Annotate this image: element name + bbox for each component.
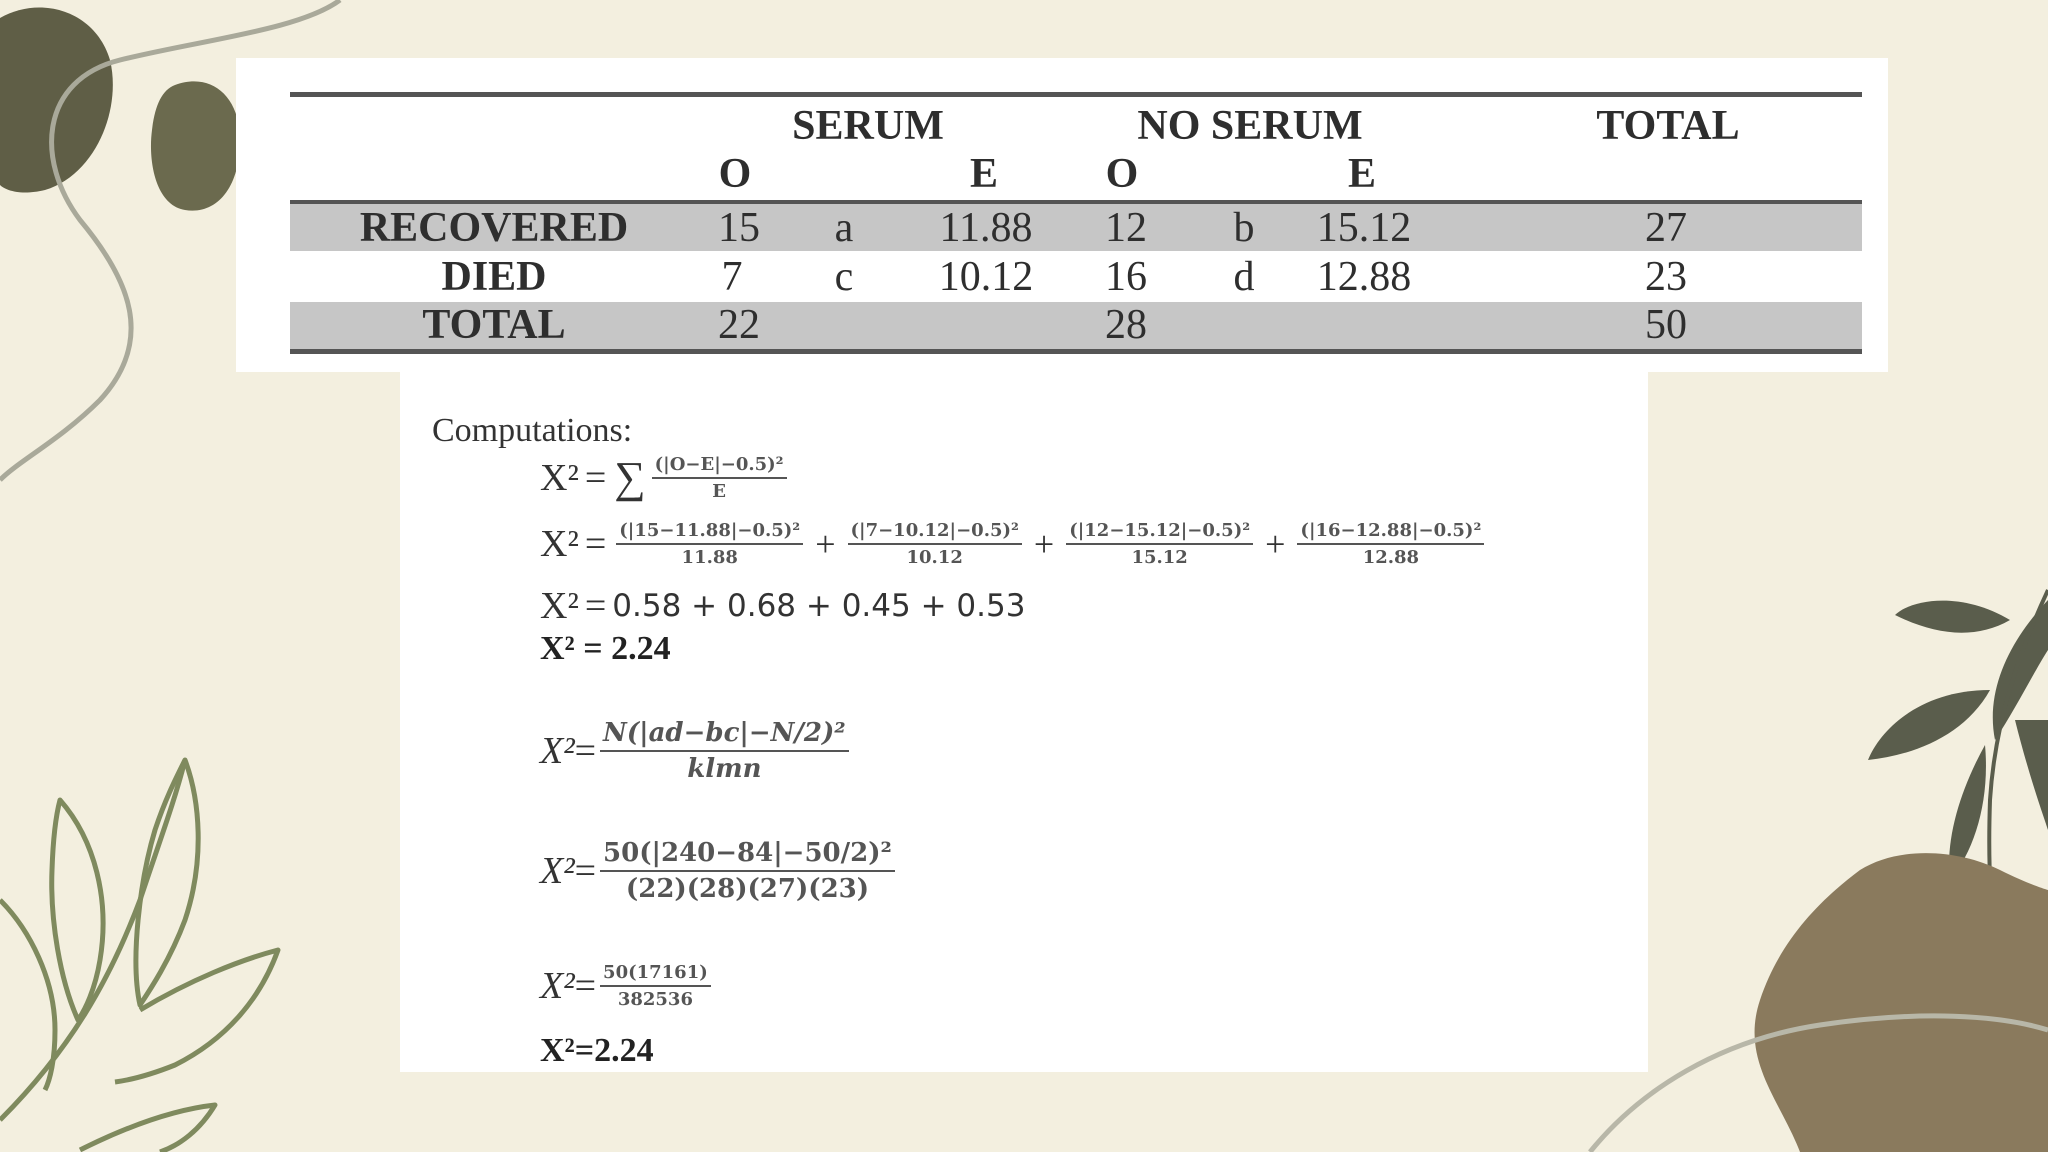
x2-symbol: X² <box>540 730 575 772</box>
formula-yates-general <box>540 452 791 503</box>
header-noserum-observed: O <box>1105 151 1139 197</box>
numerator: (|12−15.12|−0.5)² <box>1066 520 1253 545</box>
cell-letter-b: b <box>1233 205 1255 251</box>
dark-leaves-right <box>1868 600 2048 880</box>
result-line-2 <box>540 1032 654 1070</box>
x2-symbol: X² <box>540 965 575 1007</box>
plus-sign: + <box>1033 524 1055 564</box>
cell-recovered-serum-e: 11.88 <box>939 205 1033 251</box>
header-serum-expected: E <box>969 151 999 197</box>
fraction <box>652 454 787 502</box>
plus-sign: + <box>815 524 836 564</box>
formula-shortcut-simplified <box>540 962 715 1010</box>
numerator: (|16−12.88|−0.5)² <box>1297 520 1484 545</box>
denominator: 15.12 <box>1131 547 1188 568</box>
cell-died-serum-o: 7 <box>721 254 743 300</box>
plus-sign: + <box>1265 524 1286 564</box>
equals-sign: = <box>574 850 597 892</box>
formula-sum <box>540 584 1025 628</box>
equals-sign: = <box>574 730 597 772</box>
numerator: 50(17161) <box>600 962 711 987</box>
row-label-total: TOTAL <box>422 302 566 348</box>
formula-shortcut-substituted <box>540 838 899 904</box>
x2-symbol: X² <box>540 456 579 499</box>
cell-total-serum-o: 22 <box>718 302 760 348</box>
header-serum: SERUM <box>792 103 944 149</box>
brown-blob-bottom-right <box>1755 853 2048 1152</box>
numerator: 50(|240−84|−50/2)² <box>600 838 895 872</box>
numerator: (|15−11.88|−0.5)² <box>616 520 803 545</box>
equals-sign: = <box>584 585 607 627</box>
cell-letter-d: d <box>1233 254 1255 300</box>
computations-title: Computations: <box>432 412 633 449</box>
row-label-died: DIED <box>441 254 547 300</box>
cell-total-noserum-o: 28 <box>1105 302 1147 348</box>
cell-recovered-total: 27 <box>1645 205 1687 251</box>
computations-card <box>400 372 1648 1072</box>
leaf-outline-bottom-left <box>0 760 278 1152</box>
x2-symbol: X² <box>540 850 575 892</box>
cell-grand-total: 50 <box>1645 302 1687 348</box>
header-no-serum: NO SERUM <box>1137 103 1363 149</box>
fraction <box>600 718 849 784</box>
formula-substitution <box>540 520 1488 568</box>
cell-letter-a: a <box>834 205 854 251</box>
numerator: (|O−E|−0.5)² <box>652 454 787 479</box>
fraction-term-3 <box>1066 520 1253 568</box>
denominator: 12.88 <box>1362 547 1420 568</box>
denominator: 11.88 <box>681 547 738 568</box>
denominator: E <box>712 480 726 502</box>
denominator: klmn <box>687 754 762 784</box>
cell-died-noserum-e: 12.88 <box>1316 254 1412 300</box>
numerator: N(|ad−bc|−N/2)² <box>600 718 849 752</box>
contingency-table-card <box>236 58 1888 372</box>
curve-line-bottom-right <box>1590 1016 2048 1152</box>
cell-died-total: 23 <box>1645 254 1687 300</box>
equals-sign: = <box>584 456 607 499</box>
cell-recovered-noserum-e: 15.12 <box>1316 205 1412 251</box>
denominator: 10.12 <box>906 547 963 568</box>
cell-died-serum-e: 10.12 <box>938 254 1034 300</box>
header-serum-observed: O <box>718 151 752 197</box>
numerator: (|7−10.12|−0.5)² <box>848 520 1022 545</box>
dark-blob-2 <box>151 81 240 210</box>
denominator: 382536 <box>617 989 693 1010</box>
header-total: TOTAL <box>1596 103 1740 149</box>
header-noserum-expected: E <box>1347 151 1377 197</box>
table-top-rule <box>290 92 1862 97</box>
formula-shortcut <box>540 718 853 784</box>
cell-recovered-noserum-o: 12 <box>1105 205 1147 251</box>
cell-died-noserum-o: 16 <box>1105 254 1147 300</box>
result-text: X²=2.24 <box>540 1032 654 1069</box>
dark-blob-1 <box>0 7 113 192</box>
contingency-table <box>290 92 1862 360</box>
table-bottom-rule <box>290 349 1862 354</box>
sum-values: 0.58 + 0.68 + 0.45 + 0.53 <box>612 588 1026 624</box>
x2-symbol: X² <box>540 523 579 565</box>
equals-sign: = <box>574 965 597 1007</box>
result-line-1 <box>540 630 671 668</box>
fraction-term-4 <box>1297 520 1484 568</box>
x2-symbol: X² <box>540 585 579 627</box>
result-text: X² = 2.24 <box>540 630 671 667</box>
leaf-stem-right <box>1989 590 2048 930</box>
sigma-symbol: ∑ <box>614 453 646 502</box>
fraction <box>600 962 711 1010</box>
fraction-term-1 <box>616 520 803 568</box>
cell-recovered-serum-o: 15 <box>718 205 760 251</box>
row-label-recovered: RECOVERED <box>359 205 629 251</box>
fraction <box>600 838 895 904</box>
cell-letter-c: c <box>834 254 854 300</box>
equals-sign: = <box>584 523 607 565</box>
fraction-term-2 <box>848 520 1022 568</box>
denominator: (22)(28)(27)(23) <box>625 874 870 904</box>
